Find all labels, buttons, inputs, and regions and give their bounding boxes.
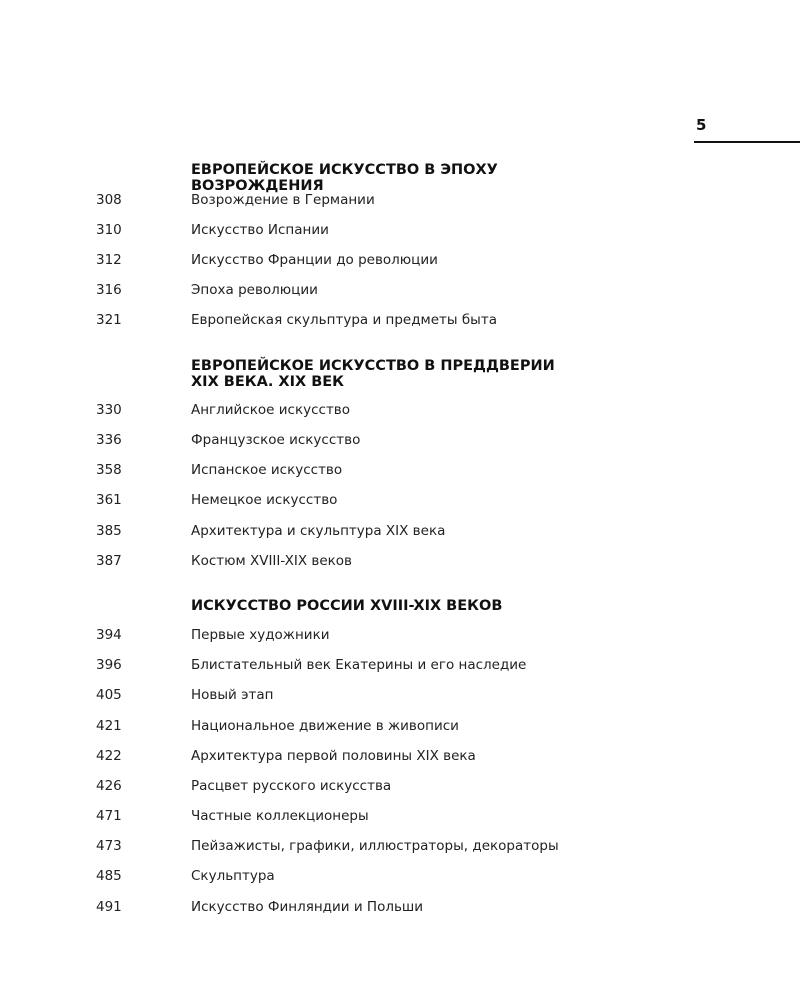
section-title bbox=[191, 358, 611, 390]
toc-entry-page: 471 bbox=[96, 808, 122, 824]
toc-entry[interactable] bbox=[0, 251, 800, 271]
section-title-line: ЕВРОПЕЙСКОЕ ИСКУССТВО В ЭПОХУ ВОЗРОЖДЕНИЯ bbox=[191, 162, 498, 194]
toc-entry[interactable] bbox=[0, 281, 800, 301]
toc-entry[interactable] bbox=[0, 431, 800, 451]
toc-entry-page: 405 bbox=[96, 687, 122, 703]
toc-entry-title: Европейская скульптура и предметы быта bbox=[191, 312, 497, 328]
toc-entry[interactable] bbox=[0, 867, 800, 887]
toc-entry[interactable] bbox=[0, 777, 800, 797]
toc-entry[interactable] bbox=[0, 656, 800, 676]
toc-entry[interactable] bbox=[0, 401, 800, 421]
toc-entry-title: Французское искусство bbox=[191, 432, 361, 448]
toc-entry-title: Английское искусство bbox=[191, 402, 351, 418]
toc-entry[interactable] bbox=[0, 491, 800, 511]
section-title bbox=[191, 598, 611, 614]
toc-entry-title: Немецкое искусство bbox=[191, 492, 338, 508]
toc-entry-title: Новый этап bbox=[191, 687, 274, 703]
toc-entry[interactable] bbox=[0, 747, 800, 767]
toc-entry-title: Испанское искусство bbox=[191, 462, 343, 478]
toc-entry-title: Возрождение в Германии bbox=[191, 192, 375, 208]
toc-entry-page: 312 bbox=[96, 252, 122, 268]
toc-entry[interactable] bbox=[0, 837, 800, 857]
toc-entry[interactable] bbox=[0, 191, 800, 211]
toc-entry-page: 396 bbox=[96, 657, 122, 673]
section-title bbox=[191, 162, 611, 194]
toc-entry-page: 336 bbox=[96, 432, 122, 448]
toc-entry-page: 485 bbox=[96, 868, 122, 884]
section-title-line: XIX ВЕКА. XIX ВЕК bbox=[191, 374, 345, 390]
toc-entry-title: Архитектура первой половины XIX века bbox=[191, 748, 476, 764]
toc-entry-title: Национальное движение в живописи bbox=[191, 718, 459, 734]
toc-entry-title: Искусство Финляндии и Польши bbox=[191, 899, 424, 915]
toc-entry-title: Скульптура bbox=[191, 868, 275, 884]
toc-entry-page: 426 bbox=[96, 778, 122, 794]
toc-entry-title: Костюм XVIII-XIX веков bbox=[191, 553, 352, 569]
toc-entry-title: Искусство Франции до революции bbox=[191, 252, 438, 268]
toc-entry-page: 422 bbox=[96, 748, 122, 764]
toc-entry[interactable] bbox=[0, 626, 800, 646]
toc-entry-title: Блистательный век Екатерины и его наследие bbox=[191, 657, 527, 673]
toc-entry[interactable] bbox=[0, 221, 800, 241]
toc-entry[interactable] bbox=[0, 552, 800, 572]
toc-entry-title: Частные коллекционеры bbox=[191, 808, 369, 824]
toc-entry-page: 385 bbox=[96, 523, 122, 539]
page-number: 5 bbox=[696, 116, 707, 134]
section-title-line: ЕВРОПЕЙСКОЕ ИСКУССТВО В ПРЕДДВЕРИИ bbox=[191, 358, 555, 374]
toc-entry-page: 387 bbox=[96, 553, 122, 569]
toc-entry[interactable] bbox=[0, 311, 800, 331]
section-title-line: ИСКУССТВО РОССИИ XVIII-XIX ВЕКОВ bbox=[191, 598, 503, 614]
page-number-rule bbox=[694, 141, 800, 143]
toc-entry-title: Архитектура и скульптура XIX века bbox=[191, 523, 446, 539]
toc-entry-page: 473 bbox=[96, 838, 122, 854]
toc-entry-title: Эпоха революции bbox=[191, 282, 318, 298]
toc-entry-title: Первые художники bbox=[191, 627, 330, 643]
toc-entry-title: Искусство Испании bbox=[191, 222, 329, 238]
toc-entry-title: Расцвет русского искусства bbox=[191, 778, 392, 794]
toc-entry-page: 321 bbox=[96, 312, 122, 328]
toc-entry[interactable] bbox=[0, 522, 800, 542]
toc-entry-page: 316 bbox=[96, 282, 122, 298]
toc-entry-page: 394 bbox=[96, 627, 122, 643]
toc-entry-page: 491 bbox=[96, 899, 122, 915]
toc-entry-page: 310 bbox=[96, 222, 122, 238]
toc-entry-page: 308 bbox=[96, 192, 122, 208]
toc-entry-page: 421 bbox=[96, 718, 122, 734]
toc-entry[interactable] bbox=[0, 717, 800, 737]
toc-entry-page: 361 bbox=[96, 492, 122, 508]
toc-entry-page: 330 bbox=[96, 402, 122, 418]
toc-entry[interactable] bbox=[0, 686, 800, 706]
toc-entry[interactable] bbox=[0, 807, 800, 827]
toc-entry[interactable] bbox=[0, 461, 800, 481]
toc-entry[interactable] bbox=[0, 898, 800, 918]
toc-entry-page: 358 bbox=[96, 462, 122, 478]
toc-entry-title: Пейзажисты, графики, иллюстраторы, декораторы bbox=[191, 838, 559, 854]
